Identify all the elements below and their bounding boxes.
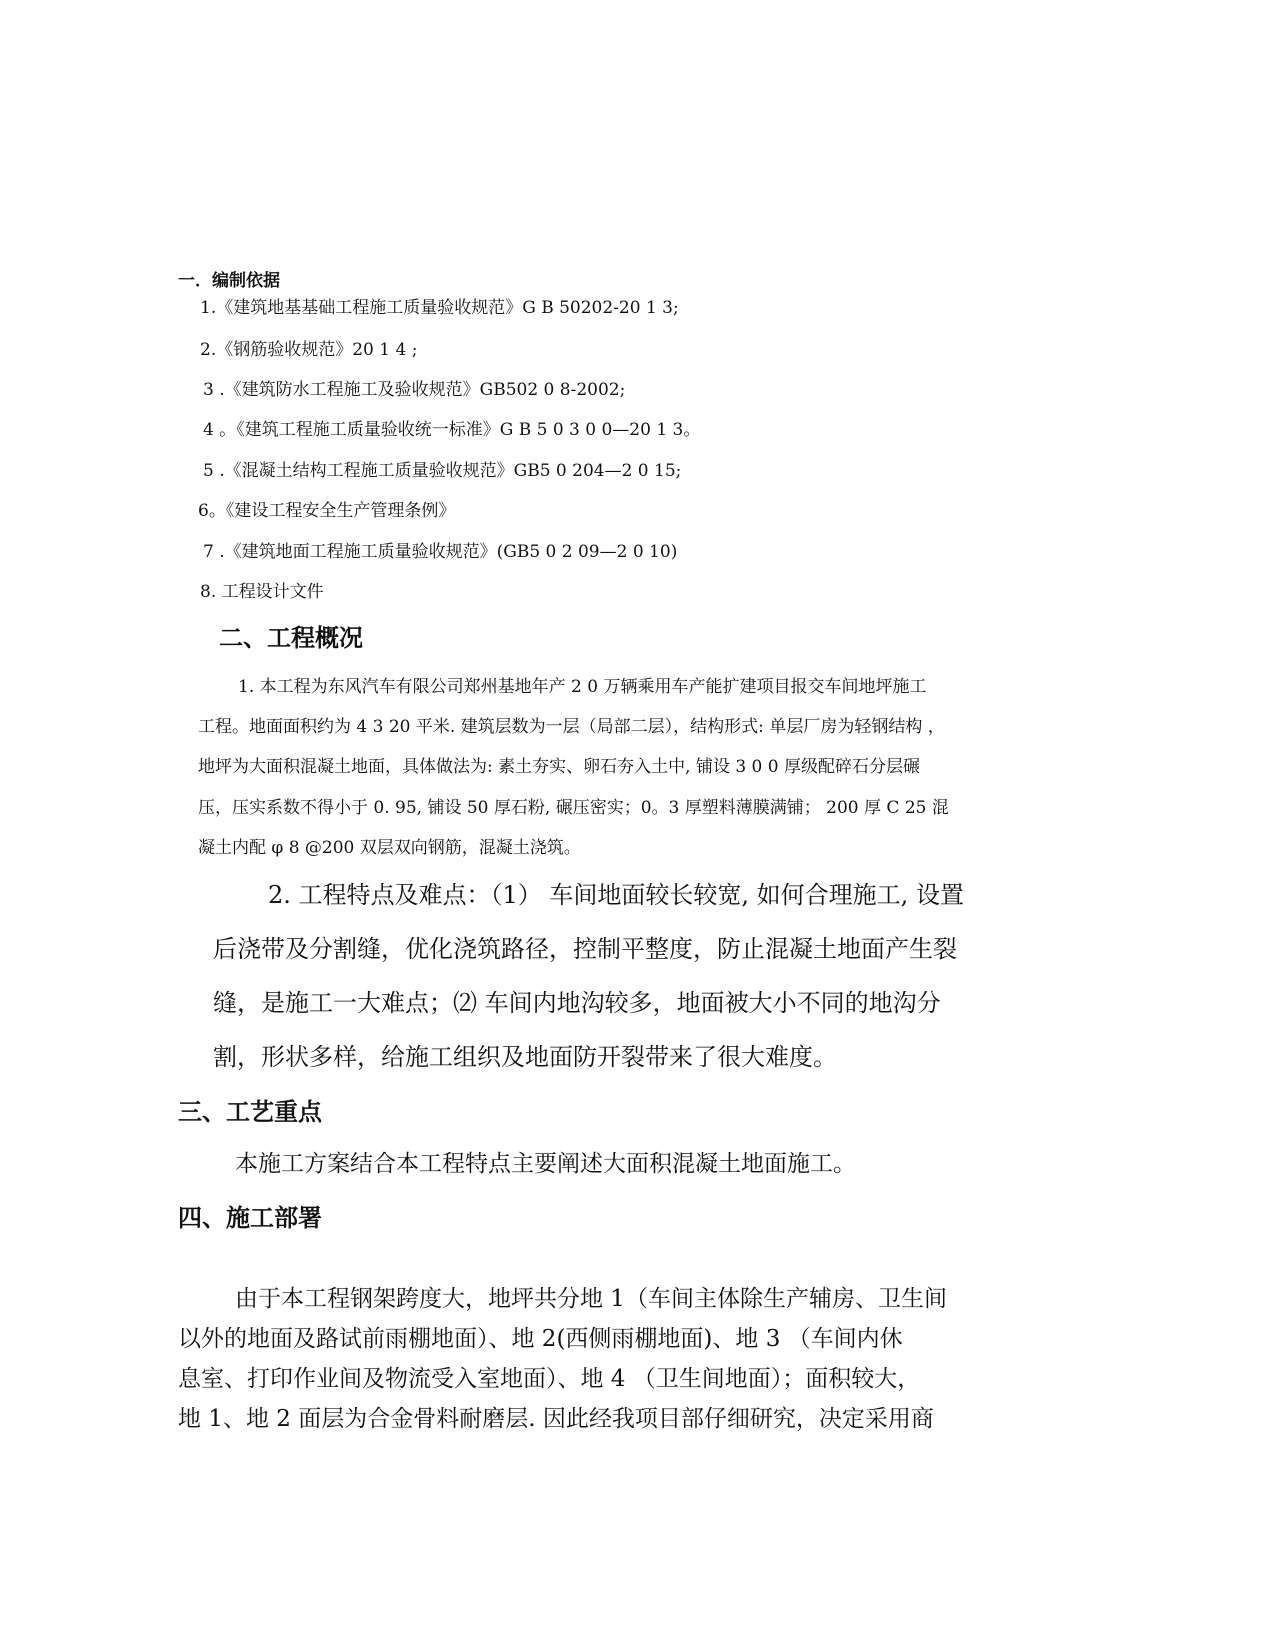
difficulty-paragraph-line: 后浇带及分割缝，优化浇筑路径，控制平整度，防止混凝土地面产生裂: [213, 935, 957, 963]
reference-item-3: 3 .《建筑防水工程施工及验收规范》GB502 0 8-2002;: [203, 380, 626, 400]
overview-paragraph-line: 工程。地面面积约为 4 3 20 平米. 建筑层数为一层（局部二层），结构形式: 单层厂房为轻钢结构 ，: [198, 717, 945, 737]
reference-item-4: 4 。《建筑工程施工质量验收统一标准》G B 5 0 3 0 0—20 1 3。: [203, 420, 701, 440]
section-4-title: 四、施工部署: [178, 1204, 322, 1232]
section-2-title: 二、工程概况: [219, 624, 363, 652]
reference-item-5: 5 .《混凝土结构工程施工质量验收规范》GB5 0 204—2 0 15;: [203, 461, 682, 481]
deployment-paragraph-line: 以外的地面及路试前雨棚地面）、地 2(西侧雨棚地面)、地 3 （车间内休: [178, 1326, 903, 1352]
reference-item-6: 6。《建设工程安全生产管理条例》: [198, 501, 456, 521]
difficulty-paragraph-line: 2. 工程特点及难点：（1） 车间地面较长较宽, 如何合理施工, 设置: [268, 881, 964, 909]
difficulty-paragraph-line: 缝，是施工一大难点；⑵ 车间内地沟较多，地面被大小不同的地沟分: [213, 989, 941, 1017]
deployment-paragraph-line: 息室、打印作业间及物流受入室地面）、地 4 （卫生间地面）；面积较大，: [178, 1366, 921, 1392]
deployment-paragraph-line: 地 1、地 2 面层为合金骨料耐磨层. 因此经我项目部仔细研究，决定采用商: [178, 1406, 934, 1432]
reference-item-2: 2.《钢筋验收规范》20 1 4 ;: [200, 340, 418, 360]
reference-item-8: 8. 工程设计文件: [200, 582, 324, 602]
reference-item-1: 1.《建筑地基基础工程施工质量验收规范》G B 50202-20 1 3;: [200, 298, 679, 318]
overview-paragraph-line: 1. 本工程为东风汽车有限公司郑州基地年产 2 0 万辆乘用车产能扩建项目报交车间地坪施工: [238, 677, 927, 697]
section-3-title: 三、工艺重点: [178, 1098, 322, 1126]
difficulty-paragraph-line: 割，形状多样，给施工组织及地面防开裂带来了很大难度。: [213, 1043, 837, 1071]
section-1-title: 一．编制依据: [178, 271, 280, 291]
overview-paragraph-line: 压，压实系数不得小于 0. 95, 铺设 50 厚石粉, 碾压密实；0。3 厚塑料薄膜满铺； 200 厚 C 25 混: [198, 798, 949, 818]
deployment-paragraph-line: 由于本工程钢架跨度大，地坪共分地 1（车间主体除生产辅房、卫生间: [235, 1286, 947, 1312]
reference-item-7: 7 .《建筑地面工程施工质量验收规范》(GB5 0 2 09—2 0 10): [203, 542, 678, 562]
process-paragraph: 本施工方案结合本工程特点主要阐述大面积混凝土地面施工。: [235, 1151, 856, 1177]
overview-paragraph-line: 凝土内配 φ 8 @200 双层双向钢筋，混凝土浇筑。: [198, 838, 581, 858]
overview-paragraph-line: 地坪为大面积混凝土地面，具体做法为: 素土夯实、卵石夯入土中, 铺设 3 0 0 厚级配碎石分层碾: [198, 757, 921, 777]
